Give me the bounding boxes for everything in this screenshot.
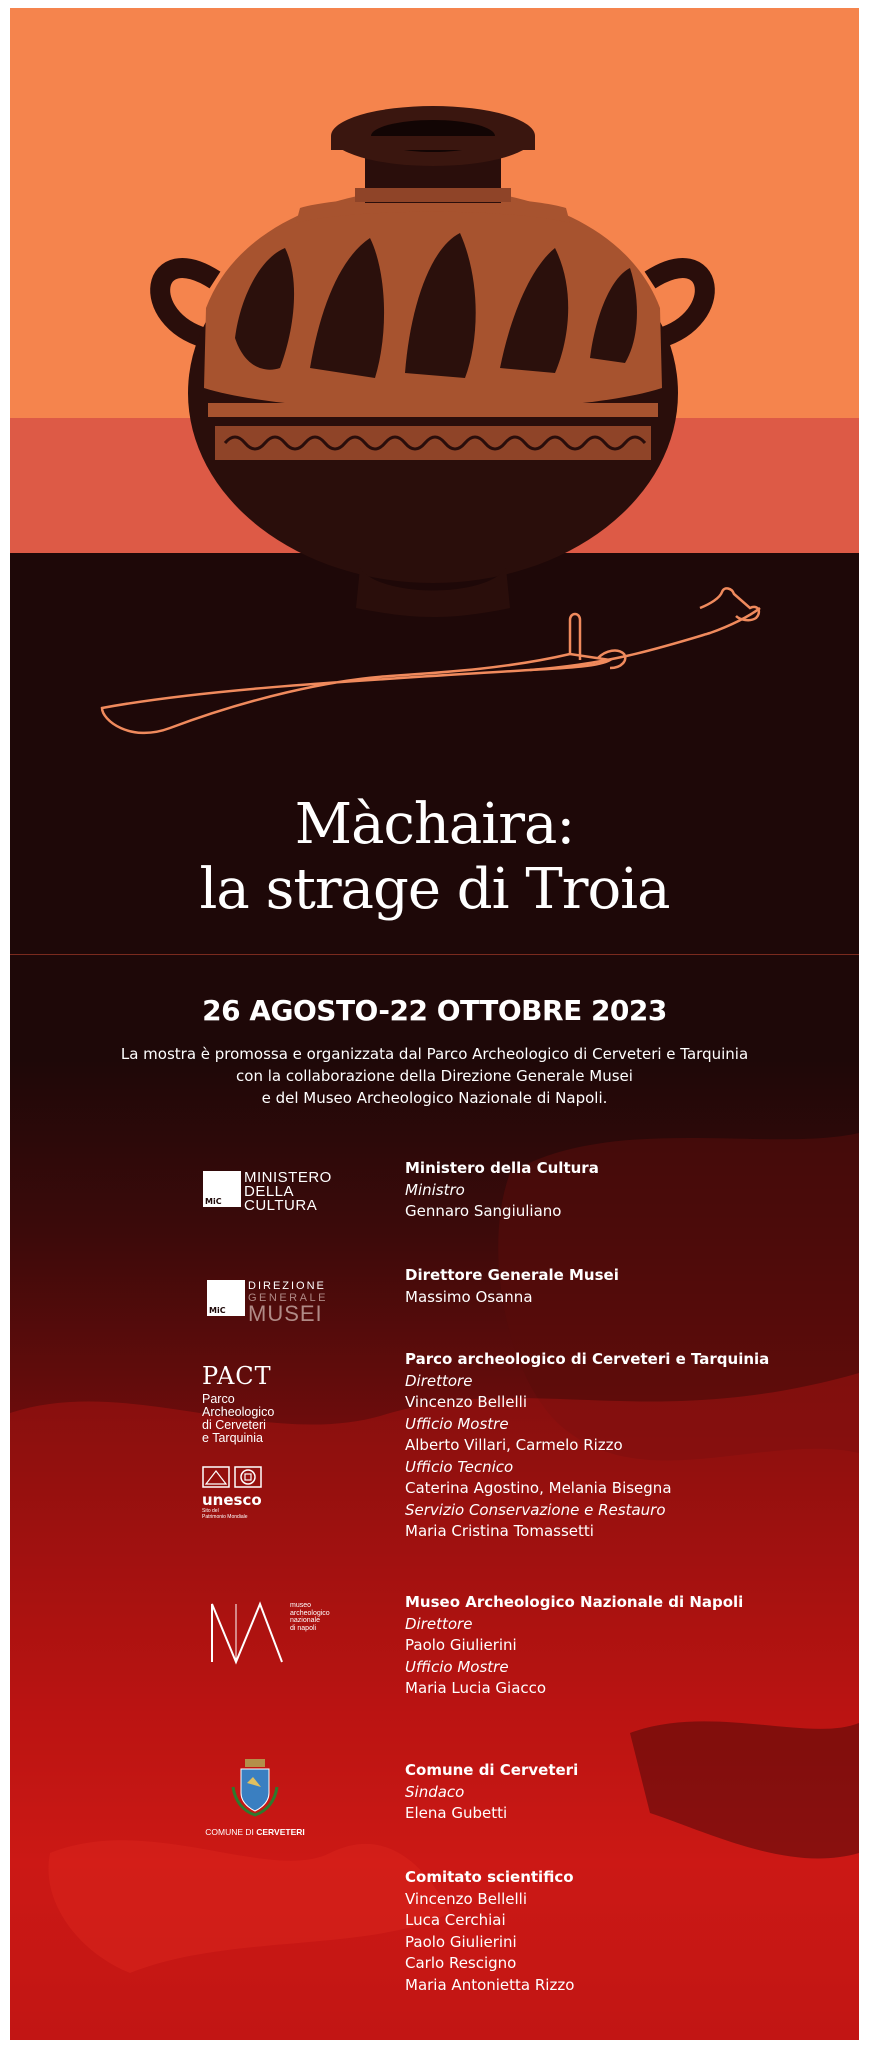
credit-name: Elena Gubetti (405, 1804, 508, 1822)
credit-role: Servizio Conservazione e Restauro (405, 1500, 666, 1519)
pact-logo: PACT Parco Archeologico di Cerveteri e Tarquinia (202, 1362, 275, 1445)
intro-text (10, 1043, 859, 1109)
credit-name: Vincenzo Bellelli (405, 1889, 527, 1908)
credit-heading: Comitato scientifico (405, 1868, 574, 1886)
credits-ministero (405, 1158, 599, 1223)
credit-role: Direttore (405, 1371, 473, 1390)
credit-role: Ufficio Tecnico (405, 1457, 514, 1476)
credit-name: Maria Cristina Tomassetti (405, 1522, 594, 1540)
mic-emblem-icon: MiC (207, 1280, 245, 1316)
credit-name: Maria Lucia Giacco (405, 1679, 547, 1697)
credits-direttore-musei (405, 1265, 619, 1308)
credit-name: Caterina Agostino, Melania Bisegna (405, 1479, 672, 1497)
comune-cerveteri-logo: COMUNE DI CERVETERI (200, 1757, 310, 1837)
credit-name: Paolo Giulierini (405, 1932, 517, 1951)
unesco-emblem-icon (202, 1466, 266, 1488)
musei-logo-words: DIREZIONE GENERALE MUSEI (248, 1280, 328, 1326)
direzione-musei-logo (207, 1280, 328, 1324)
mic-emblem-icon: MiC (203, 1171, 241, 1207)
mann-monogram-icon (206, 1600, 288, 1666)
credit-name: Vincenzo Bellelli (405, 1393, 527, 1411)
credit-role: Ministro (405, 1180, 465, 1199)
credit-name: Maria Antonietta Rizzo (405, 1975, 575, 1994)
coat-of-arms-icon (227, 1757, 283, 1819)
poster-title-line-1: Màchaira: (294, 792, 575, 857)
credit-role: Ufficio Mostre (405, 1657, 509, 1676)
credit-name: Carlo Rescigno (405, 1954, 517, 1972)
intro-line: La mostra è promossa e organizzata dal Parco Archeologico di Cerveteri e Tarquinia (120, 1045, 749, 1063)
credits-mann (405, 1592, 743, 1700)
poster-title-line-2: la strage di Troia (199, 857, 670, 922)
credit-heading: Comune di Cerveteri (405, 1761, 579, 1779)
credit-name: Massimo Osanna (405, 1287, 533, 1306)
credit-name: Gennaro Sangiuliano (405, 1202, 562, 1220)
credits-comune (405, 1760, 578, 1825)
sword-illustration (10, 8, 859, 768)
credit-heading: Ministero della Cultura (405, 1159, 599, 1177)
divider-line (10, 954, 859, 955)
mann-logo: museo archeologico nazionale di napoli (206, 1600, 288, 1670)
credit-role: Sindaco (405, 1782, 465, 1801)
exhibition-poster (10, 8, 859, 2040)
credit-role: Direttore (405, 1614, 473, 1633)
credit-name: Luca Cerchiai (405, 1911, 506, 1929)
ministero-logo-words: MINISTERO DELLA CULTURA (244, 1169, 332, 1214)
credits-comitato (405, 1867, 574, 1996)
intro-line: e del Museo Archeologico Nazionale di Napoli. (261, 1089, 608, 1107)
credit-heading: Parco archeologico di Cerveteri e Tarquinia (405, 1350, 770, 1368)
credit-heading: Direttore Generale Musei (405, 1266, 619, 1284)
exhibition-dates: 26 AGOSTO-22 OTTOBRE 2023 (202, 994, 667, 1027)
credit-name: Alberto Villari, Carmelo Rizzo (405, 1436, 623, 1454)
unesco-logo: unesco Sito del Patrimonio Mondiale (202, 1466, 266, 1520)
credits-parco (405, 1349, 769, 1543)
ministero-cultura-logo (203, 1171, 332, 1213)
credit-heading: Museo Archeologico Nazionale di Napoli (405, 1593, 744, 1611)
credit-role: Ufficio Mostre (405, 1414, 509, 1433)
credit-name: Paolo Giulierini (405, 1636, 517, 1654)
intro-line: con la collaborazione della Direzione Generale Musei (236, 1067, 633, 1085)
